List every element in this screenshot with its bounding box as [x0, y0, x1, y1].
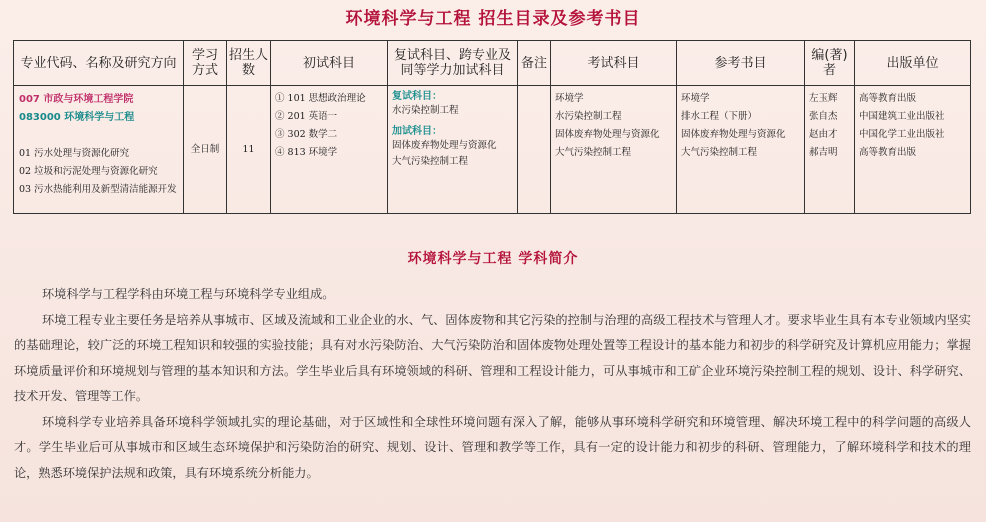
major-code: 083000 环境科学与工程 [19, 112, 135, 123]
extra-subject: 大气污染控制工程 [392, 156, 469, 167]
intro-paragraph: 环境工程专业主要任务是培养从事城市、区域及流域和工业企业的水、气、固体废物和其它污染的控制与治理的高级工程技术与管理人才。要求毕业生具有本专业领域内坚实的基础理论，较广泛的环境工程知识和较强的实验技能；具有对水污染防治、大气污染防治和固体废物处理处置等工程设计的基本能力和初步的科学研究及计算机应用能力；掌握环境质量评价和环境规划与管理的基本知识和方法。学生毕业后具有环境领域的科研、管理和工程设计能力，可从事城市和工矿企业环境污染控制工程的规划、设计、科学研究、技术开发、管理等工作。 [14, 312, 971, 403]
note-cell [518, 86, 551, 214]
direction-list [19, 145, 178, 199]
exam-subject: ① 101 思想政治理论 [275, 93, 366, 104]
intro-body [14, 282, 971, 486]
ref-book: 排水工程（下册） [681, 111, 758, 122]
publisher: 高等教育出版 [859, 147, 917, 158]
ref-book: 环境学 [681, 93, 710, 104]
intro-paragraph: 环境科学专业培养具备环境科学领域扎实的理论基础，对于区域性和全球性环境问题有深入了解，能够从事环境科学研究和环境管理、解决环境工程中的科学问题的高级人才。学生毕业后可从事城市和区域生态环境保护和污染防治的研究、规划、设计、管理和教学等工作，具有一定的设计能力和初步的科研、管理能力，了解环境科学和技术的理论，熟悉环境保护法规和政策，具有环境系统分析能力。 [14, 414, 971, 480]
header-publisher: 出版单位 [855, 41, 971, 86]
author: 赵由才 [809, 129, 838, 140]
retest-label: 复试科目： [392, 91, 442, 102]
major-cell [14, 86, 184, 214]
extra-subject: 固体废弃物处理与资源化 [392, 140, 497, 151]
header-major: 专业代码、名称及研究方向 [14, 41, 184, 86]
ref-book: 大气污染控制工程 [681, 147, 758, 158]
test-subject: 水污染控制工程 [555, 111, 622, 122]
intro-title: 环境科学与工程 学科简介 [407, 251, 579, 267]
header-test-subject: 考试科目 [551, 41, 677, 86]
test-subject-cell [551, 86, 677, 214]
author: 郝吉明 [809, 147, 838, 158]
test-subject: 固体废弃物处理与资源化 [555, 129, 660, 140]
header-note: 备注 [518, 41, 551, 86]
header-quota: 招生人数 [227, 41, 271, 86]
intro-paragraph: 环境科学与工程学科由环境工程与环境科学专业组成。 [42, 287, 335, 301]
table-header-row [14, 41, 971, 86]
exam-cell [271, 86, 388, 214]
ref-book-cell [677, 86, 805, 214]
exam-subject: ③ 302 数学二 [275, 129, 338, 140]
header-author: 编(著)者 [805, 41, 855, 86]
table-row [14, 86, 971, 214]
ref-book: 固体废弃物处理与资源化 [681, 129, 786, 140]
retest-cell [388, 86, 518, 214]
publisher: 中国化学工业出版社 [859, 129, 945, 140]
author-cell [805, 86, 855, 214]
exam-subject: ④ 813 环境学 [275, 147, 338, 158]
quota-cell: 11 [227, 86, 271, 214]
direction-item: 03 污水热能利用及新型清洁能源开发 [19, 184, 177, 195]
admission-catalog-table [13, 40, 971, 214]
test-subject: 大气污染控制工程 [555, 147, 632, 158]
mode-cell: 全日制 [184, 86, 227, 214]
header-exam: 初试科目 [271, 41, 388, 86]
page-title: 环境科学与工程 招生目录及参考书目 [345, 9, 641, 29]
school-code: 007 市政与环境工程学院 [19, 94, 134, 105]
publisher: 高等教育出版 [859, 93, 917, 104]
test-subject: 环境学 [555, 93, 584, 104]
publisher-cell [855, 86, 971, 214]
header-retest: 复试科目、跨专业及同等学力加试科目 [388, 41, 518, 86]
direction-item: 02 垃圾和污泥处理与资源化研究 [19, 166, 158, 177]
header-mode: 学习方式 [184, 41, 227, 86]
retest-subject: 水污染控制工程 [392, 105, 459, 116]
publisher: 中国建筑工业出版社 [859, 111, 945, 122]
header-ref-book: 参考书目 [677, 41, 805, 86]
exam-subject: ② 201 英语一 [275, 111, 338, 122]
author: 张自杰 [809, 111, 838, 122]
direction-item: 01 污水处理与资源化研究 [19, 148, 130, 159]
author: 左玉辉 [809, 93, 838, 104]
extra-label: 加试科目： [392, 126, 442, 137]
